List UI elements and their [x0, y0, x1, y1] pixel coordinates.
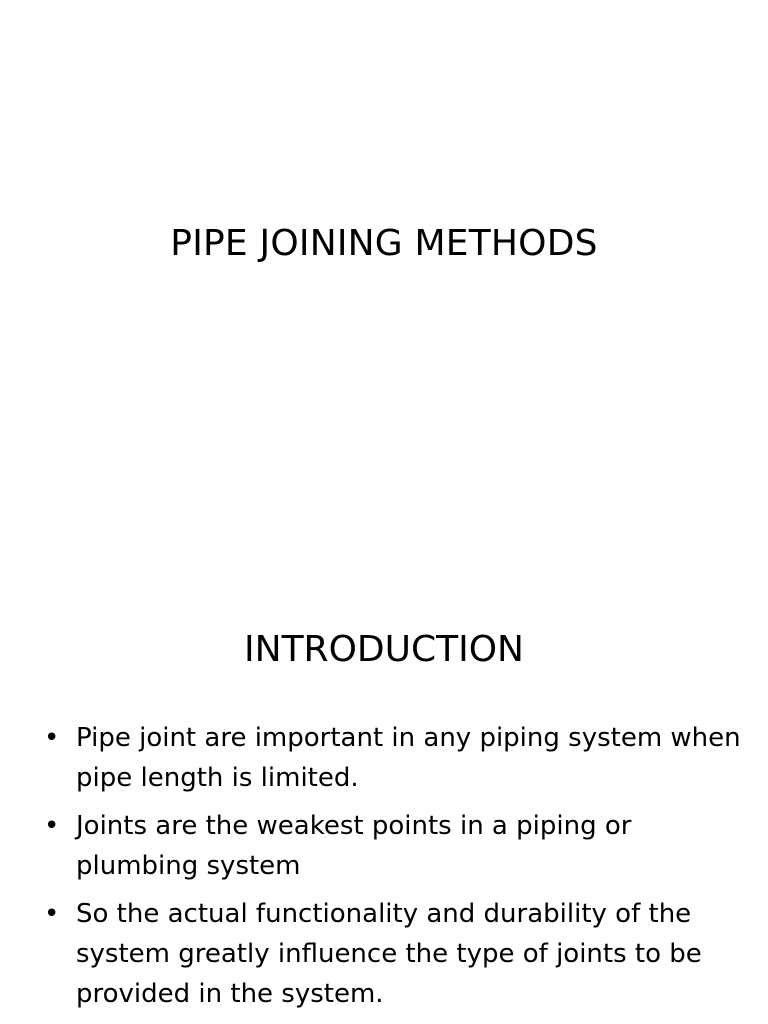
presentation-title: PIPE JOINING METHODS	[170, 223, 598, 264]
bullet-list	[42, 718, 742, 1022]
bullet-icon: •	[44, 811, 60, 841]
bullet-text: Joints are the weakest points in a piping or plumbing system	[76, 811, 632, 881]
slide-introduction	[0, 512, 768, 1024]
bullet-icon: •	[44, 723, 60, 753]
bullet-item	[42, 894, 742, 1014]
bullet-item	[42, 806, 742, 886]
bullet-icon: •	[44, 899, 60, 929]
section-title: INTRODUCTION	[244, 629, 524, 670]
bullet-item	[42, 718, 742, 798]
bullet-text: So the actual functionality and durability of the system greatly influence the type of joints to be provided in the system.	[76, 899, 702, 1009]
bullet-text: Pipe joint are important in any piping system when pipe length is limited.	[76, 723, 741, 793]
